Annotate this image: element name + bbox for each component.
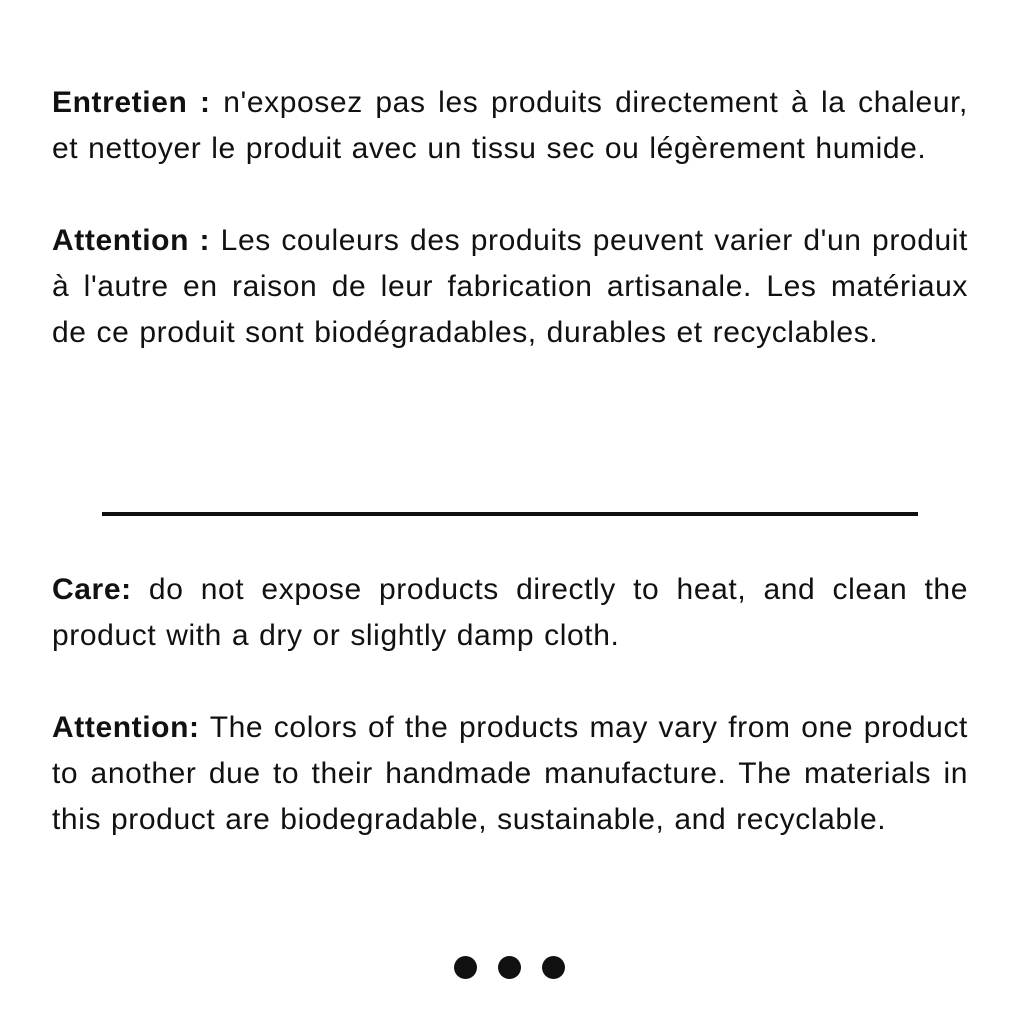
paragraph-spacer xyxy=(52,659,968,705)
french-section xyxy=(52,80,968,356)
french-attention-text: Les couleurs des produits peuvent varier d'un produit à l'autre en raison de leur fabrication artisanale. Les matériaux de ce produit sont biodégradables, durables et recyclables. xyxy=(52,224,968,349)
english-attention-paragraph xyxy=(52,705,968,843)
english-section xyxy=(52,567,968,843)
pagination-dot-icon xyxy=(542,956,565,979)
paragraph-spacer xyxy=(52,172,968,218)
pagination-dot-icon xyxy=(498,956,521,979)
english-attention-text: The colors of the products may vary from one product to another due to their handmade manufacture. The materials in this product are biodegradable, sustainable, and recyclable. xyxy=(52,711,968,836)
section-divider xyxy=(102,512,918,516)
english-care-paragraph xyxy=(52,567,968,659)
french-care-text: n'exposez pas les produits directement à la chaleur, et nettoyer le produit avec un tissu sec ou légèrement humide. xyxy=(52,86,968,165)
english-attention-label: Attention: xyxy=(52,711,200,744)
english-care-label: Care: xyxy=(52,573,132,606)
french-attention-label: Attention : xyxy=(52,224,211,257)
french-care-label: Entretien : xyxy=(52,86,211,119)
pagination-dots xyxy=(454,956,565,979)
french-attention-paragraph xyxy=(52,218,968,356)
pagination-dot-icon xyxy=(454,956,477,979)
english-care-text: do not expose products directly to heat, and clean the product with a dry or slightly damp cloth. xyxy=(52,573,968,652)
french-care-paragraph xyxy=(52,80,968,172)
